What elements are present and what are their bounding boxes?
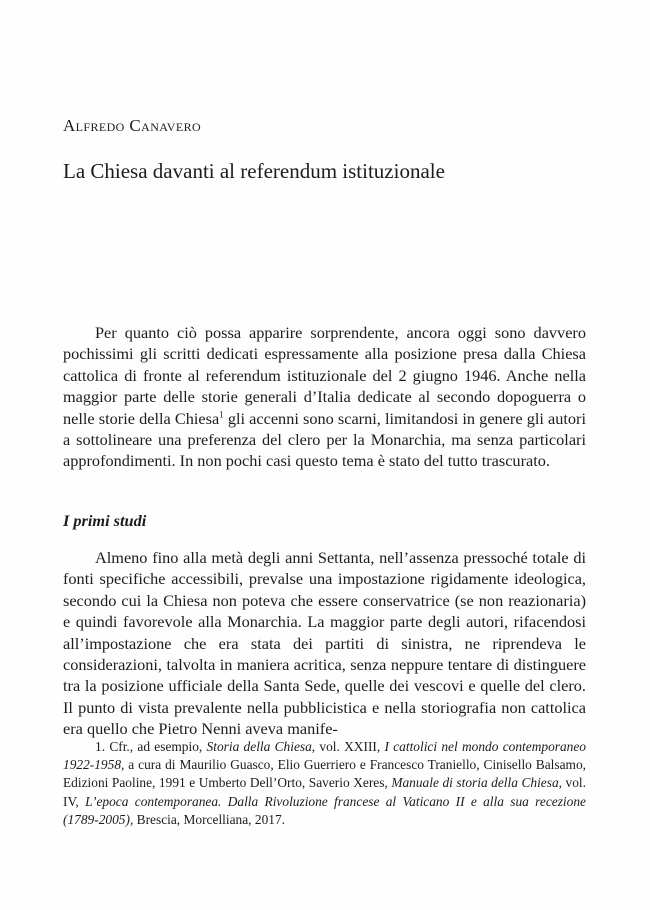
footnote-text: , a cura di Maurilio Guasco, Elio Guerriero e Francesco Traniello, Cinisello Balsamo, Edizioni Paoline, 1991 e Umberto Dell’Orto, Saverio Xeres, <box>63 757 586 791</box>
footnote-text: Cfr., ad esempio, <box>105 739 207 754</box>
footnote <box>63 738 586 829</box>
intro-text-part-2: gli accenni sono scarni, limitandosi in genere gli autori a sottolineare una preferenza del clero per la Monarchia, ma senza particolari approfondimenti. In non pochi casi questo tema è stato del tutto trascurato. <box>63 408 586 471</box>
intro-paragraph <box>63 322 586 472</box>
section-heading: I primi studi <box>63 511 147 530</box>
footnote-work-title: L’epoca contemporanea. Dalla Rivoluzione francese al Vaticano II e alla sua recezione (1789-2005) <box>63 793 586 827</box>
footnote-reference[interactable]: 1 <box>219 409 224 420</box>
intro-text-part-1: Per quanto ciò possa apparire sorprendente, ancora oggi sono davvero pochissimi gli scritti dedicati espressamente alla posizione presa dalla Chiesa cattolica di fronte al referendum istituzionale del 2 giugno 1946. Anche nella maggior parte delle storie generali d’Italia dedicate al secondo dopoguerra o nelle storie della Chiesa <box>63 323 586 428</box>
footnote-work-title: Manuale di storia della Chiesa <box>391 775 559 791</box>
chapter-title: La Chiesa davanti al referendum istituzionale <box>63 159 445 183</box>
section-paragraph: Almeno fino alla metà degli anni Settanta, nell’assenza pressoché totale di fonti specifiche accessibili, prevalse una impostazione rigidamente ideologica, secondo cui la Chiesa non poteva che essere conservatrice (se non reazionaria) e quindi favorevole alla Monarchia. La maggior parte degli autori, rifacendosi all’impostazione che era stata dei partiti di sinistra, ne riprendeva le considerazioni, talvolta in maniera acritica, senza neppure tentare di distinguere tra la posizione ufficiale della Santa Sede, quelle dei vescovi e quelle del clero. Il punto di vista prevalente nella pubblicistica e nella storiografia non cattolica era quello che Pietro Nenni aveva manife- <box>63 548 586 739</box>
footnote-text: , vol. IV, <box>63 775 587 809</box>
footnote-text: , Brescia, Morcelliana, 2017. <box>129 811 286 827</box>
footnote-work-title: I cattolici nel mondo contemporaneo 1922-1958 <box>63 739 587 773</box>
footnote-text: , vol. XXIII, <box>311 739 385 754</box>
footnote-number: 1. <box>95 739 106 754</box>
author-name: Alfredo Canavero <box>63 116 202 135</box>
footnote-work-title: Storia della Chiesa <box>206 739 312 754</box>
